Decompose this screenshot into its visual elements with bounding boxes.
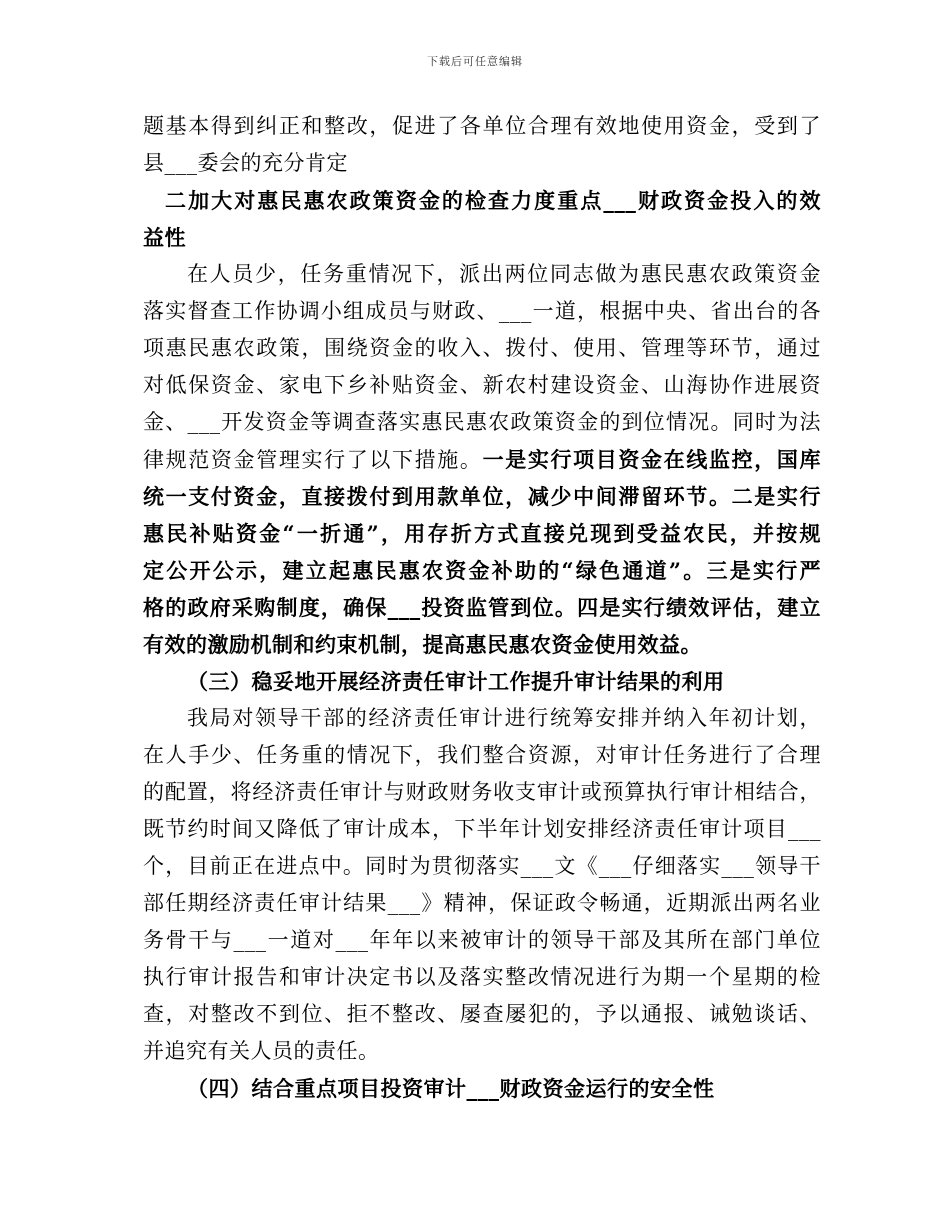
bold-paragraph-line: 有效的激励机制和约束机制，提高惠民惠农资金使用效益。 (143, 632, 702, 657)
paragraph-line: 既节约时间又降低了审计成本，下半年计划安排经济责任审计项目___ (143, 817, 821, 841)
paragraph-line: 并追究有关人员的责任。 (143, 1039, 380, 1063)
page-header: 下载后可任意编辑 (427, 55, 523, 68)
paragraph-line: 在人员少，任务重情况下，派出两位同志做为惠民惠农政策资金 (187, 262, 821, 286)
bold-text: 一是实行项目资金在线监控，国库 (482, 447, 822, 472)
paragraph-line: 项惠民惠农政策，围绕资金的收入、拨付、使用、管理等环节，通过 (143, 336, 821, 360)
paragraph-line: 部任期经济责任审计结果___》精神，保证政令畅通，近期派出两名业 (143, 891, 821, 915)
paragraph-line: 金、___开发资金等调查落实惠民惠农政策资金的到位情况。同时为法 (143, 410, 821, 434)
section-heading: 二加大对惠民惠农政策资金的检查力度重点___财政资金投入的效 (165, 188, 821, 213)
bold-paragraph-line: 惠民补贴资金“一折通”，用存折方式直接兑现到受益农民，并按规 (143, 521, 821, 546)
bold-paragraph-line: 统一支付资金，直接拨付到用款单位，减少中间滞留环节。二是实行 (143, 484, 821, 509)
section-heading: 益性 (143, 225, 186, 250)
paragraph-line: 执行审计报告和审计决定书以及落实整改情况进行为期一个星期的检 (143, 965, 821, 989)
section-heading: （四）结合重点项目投资审计___财政资金运行的安全性 (187, 1076, 715, 1101)
paragraph-line: 落实督查工作协调小组成员与财政、___一道，根据中央、省出台的各 (143, 299, 821, 323)
paragraph-line (143, 441, 821, 478)
paragraph-line: 对低保资金、家电下乡补贴资金、新农村建设资金、山海协作进展资 (143, 373, 821, 397)
section-heading: （三）稳妥地开展经济责任审计工作提升审计结果的利用 (187, 669, 725, 694)
paragraph-line: 县___委会的充分肯定 (143, 151, 348, 175)
paragraph-line: 我局对领导干部的经济责任审计进行统筹安排并纳入年初计划， (187, 706, 821, 730)
paragraph-line: 务骨干与___一道对___年年以来被审计的领导干部及其所在部门单位 (143, 928, 821, 952)
paragraph-line: 个，目前正在进点中。同时为贯彻落实___文《___仔细落实___领导干 (143, 854, 821, 878)
bold-paragraph-line: 定公开公示，建立起惠民惠农资金补助的“绿色通道”。三是实行严 (143, 558, 821, 583)
paragraph-text: 律规范资金管理实行了以下措施。 (143, 448, 483, 472)
paragraph-line: 的配置，将经济责任审计与财政财务收支审计或预算执行审计相结合， (143, 780, 821, 804)
bold-paragraph-line: 格的政府采购制度，确保___投资监管到位。四是实行绩效评估，建立 (143, 595, 821, 620)
paragraph-line: 在人手少、任务重的情况下，我们整合资源，对审计任务进行了合理 (143, 743, 821, 767)
paragraph-line: 查，对整改不到位、拒不整改、屡查屡犯的，予以通报、诫勉谈话、 (143, 1002, 821, 1026)
document-body (143, 108, 821, 1107)
paragraph-line: 题基本得到纠正和整改，促进了各单位合理有效地使用资金，受到了 (143, 114, 821, 138)
